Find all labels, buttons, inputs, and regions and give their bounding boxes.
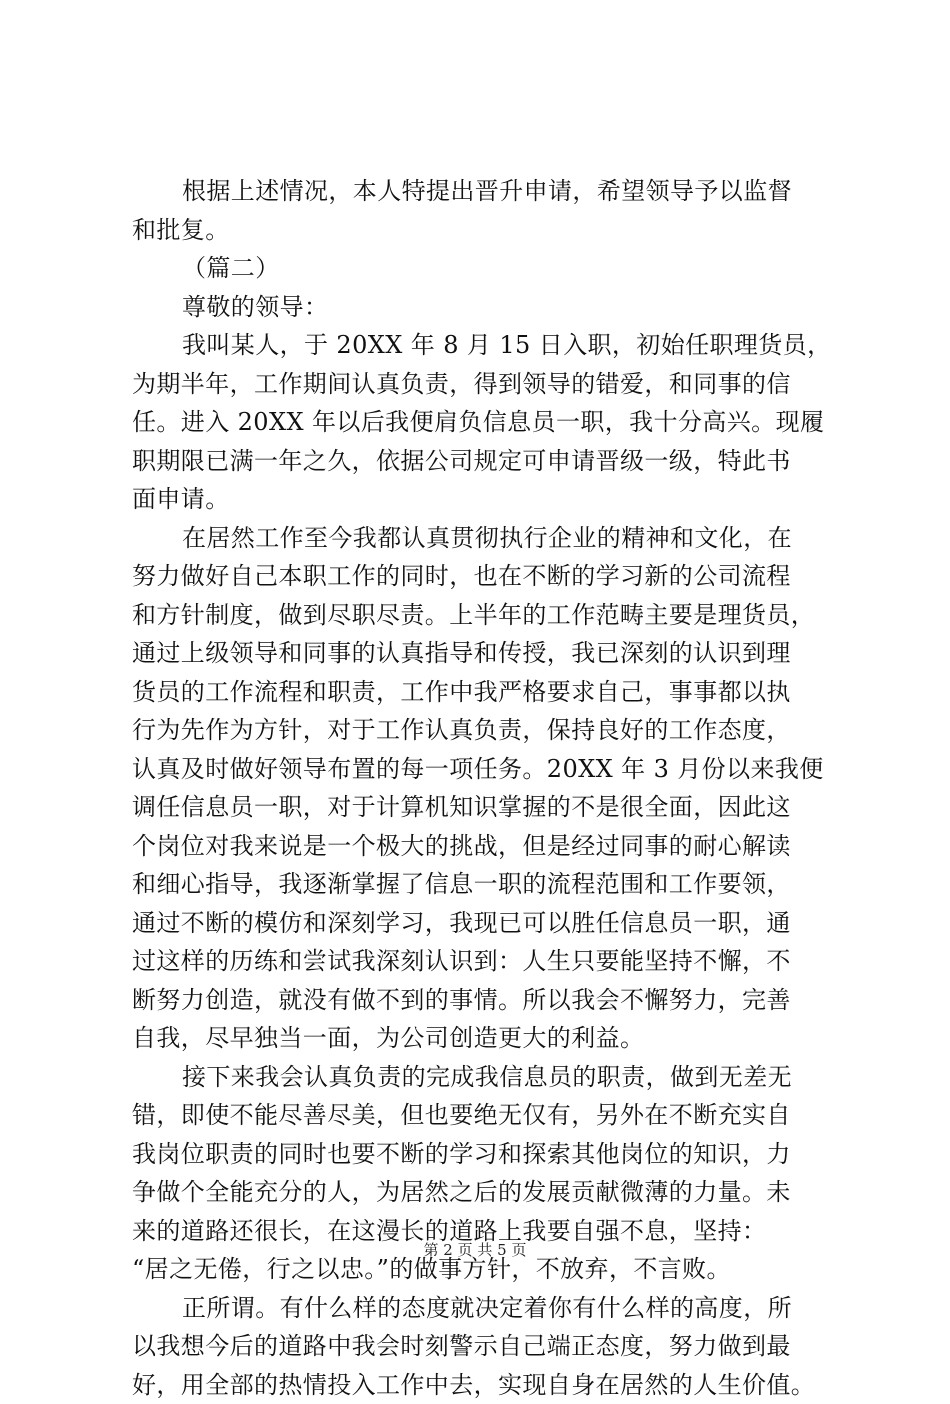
text-line: 接下来我会认真负责的完成我信息员的职责，做到无差无 <box>132 1058 830 1097</box>
text-line: 根据上述情况，本人特提出晋升申请，希望领导予以监督 <box>132 172 830 211</box>
text-line: 错，即使不能尽善尽美，但也要绝无仅有，另外在不断充实自 <box>132 1096 830 1135</box>
text-line: 货员的工作流程和职责，工作中我严格要求自己，事事都以执 <box>132 673 830 712</box>
text-line: 以我想今后的道路中我会时刻警示自己端正态度，努力做到最 <box>132 1327 830 1366</box>
salutation: 尊敬的领导： <box>132 288 830 327</box>
text-line: 面申请。 <box>132 480 830 519</box>
text-line: 和批复。 <box>132 211 830 250</box>
text-line: 通过上级领导和同事的认真指导和传授，我已深刻的认识到理 <box>132 634 830 673</box>
text-line: 在居然工作至今我都认真贯彻执行企业的精神和文化，在 <box>132 519 830 558</box>
text-line: 认真及时做好领导布置的每一项任务。20XX 年 3 月份以来我便 <box>132 750 830 789</box>
text-line: 来的道路还很长，在这漫长的道路上我要自强不息，坚持： <box>132 1212 830 1251</box>
text-line: 过这样的历练和尝试我深刻认识到：人生只要能坚持不懈，不 <box>132 942 830 981</box>
text-line: 断努力创造，就没有做不到的事情。所以我会不懈努力，完善 <box>132 981 830 1020</box>
text-line: 和细心指导，我逐渐掌握了信息一职的流程范围和工作要领， <box>132 865 830 904</box>
text-line: 正所谓。有什么样的态度就决定着你有什么样的高度，所 <box>132 1289 830 1328</box>
text-line: 为期半年，工作期间认真负责，得到领导的错爱，和同事的信 <box>132 365 830 404</box>
text-line: 和方针制度，做到尽职尽责。上半年的工作范畴主要是理货员， <box>132 596 830 635</box>
text-line: 通过不断的模仿和深刻学习，我现已可以胜任信息员一职，通 <box>132 904 830 943</box>
text-line: 调任信息员一职，对于计算机知识掌握的不是很全面，因此这 <box>132 788 830 827</box>
text-line: 自我，尽早独当一面，为公司创造更大的利益。 <box>132 1019 830 1058</box>
text-line: 我叫某人，于 20XX 年 8 月 15 日入职，初始任职理货员， <box>132 326 830 365</box>
text-line: 争做个全能充分的人，为居然之后的发展贡献微薄的力量。未 <box>132 1173 830 1212</box>
text-line: 努力做好自己本职工作的同时，也在不断的学习新的公司流程 <box>132 557 830 596</box>
text-line: 个岗位对我来说是一个极大的挑战，但是经过同事的耐心解读 <box>132 827 830 866</box>
text-line: 好，用全部的热情投入工作中去，实现自身在居然的人生价值。 <box>132 1366 830 1404</box>
page-number-footer: 第 2 页 共 5 页 <box>0 1240 950 1260</box>
text-line: 行为先作为方针，对于工作认真负责，保持良好的工作态度， <box>132 711 830 750</box>
text-line: 我岗位职责的同时也要不断的学习和探索其他岗位的知识，力 <box>132 1135 830 1174</box>
text-line: 职期限已满一年之久，依据公司规定可申请晋级一级，特此书 <box>132 442 830 481</box>
text-line: 任。进入 20XX 年以后我便肩负信息员一职，我十分高兴。现履 <box>132 403 830 442</box>
text-line: “居之无倦，行之以忠。”的做事方针，不放弃，不言败。 <box>132 1250 830 1289</box>
document-body <box>132 172 830 1404</box>
section-heading: （篇二） <box>132 249 830 288</box>
